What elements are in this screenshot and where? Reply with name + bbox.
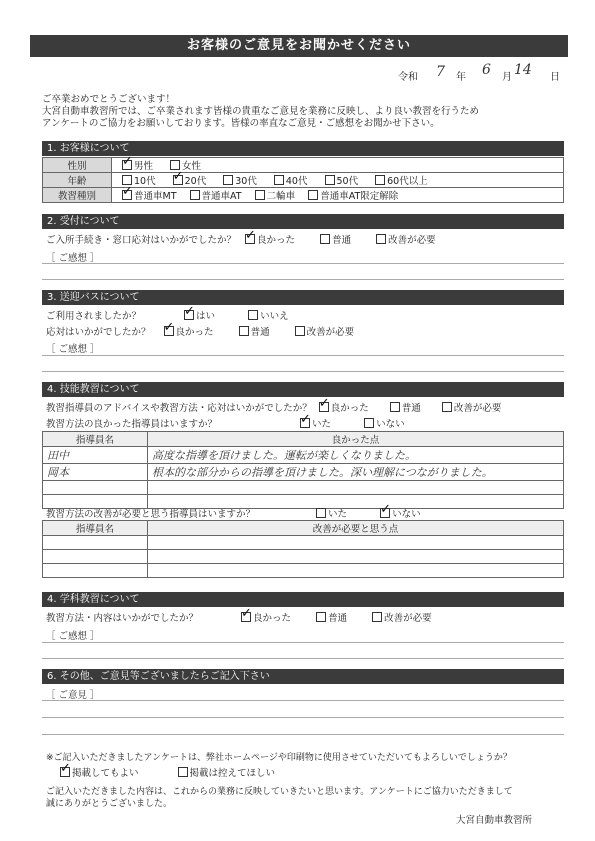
empty-cell[interactable]	[43, 481, 148, 495]
date-month-label: 月	[502, 72, 512, 83]
instructor-comment[interactable]: 高度な指導を頂けました。運転が楽しくなりました。	[148, 447, 564, 464]
organization-name: 大宮自動車教習所	[456, 815, 533, 826]
option-label: いた	[312, 419, 332, 430]
closing-line: 誠にありがとうございました。	[46, 799, 173, 809]
option-label: 二輪車	[266, 191, 296, 202]
closing-line: ご記入いただきました内容は、これからの業務に反映していきたいと思います。アンケートにご協力いただきまして	[46, 787, 513, 797]
question-text: 教習方法の改善が必要と思う指導員はいますか？	[46, 509, 256, 520]
comment-line[interactable]	[42, 717, 564, 718]
option-label: 10代	[134, 176, 156, 187]
date-day[interactable]: 14	[514, 62, 532, 78]
question-text: 教習方法・内容はいかがでしたか？	[46, 613, 199, 624]
checkbox-driving-good[interactable]	[319, 402, 329, 412]
checkbox-motorcycle[interactable]	[255, 190, 265, 200]
checkbox-shuttle-yes[interactable]	[184, 310, 194, 320]
question-text: ご入所手続き・窓口応対はいかがでしたか？	[46, 235, 237, 246]
checkbox-academic-improve[interactable]	[372, 612, 382, 622]
question-text: 教習指導員のアドバイスや教習方法・応対はいかがでしたか？	[46, 403, 312, 414]
shuttle-use-question	[46, 308, 566, 322]
instructor-name[interactable]: 岡本	[43, 464, 148, 481]
intro-line: 大宮自動車教習所では、ご卒業されます皆様の貴重なご意見を業務に反映し、より良い教習を行うため	[42, 106, 480, 117]
empty-cell[interactable]	[148, 481, 564, 495]
option-label: 掲載してもよい	[72, 768, 139, 779]
comment-line[interactable]	[42, 371, 564, 372]
section-header-reception: 2. 受付について	[42, 214, 564, 229]
column-header: 指導員名	[43, 432, 148, 447]
comment-line[interactable]	[42, 658, 564, 659]
date-era: 令和	[398, 72, 418, 83]
checkbox-age-60[interactable]	[375, 175, 385, 185]
option-label: 普通	[332, 235, 352, 246]
checkbox-reception-normal[interactable]	[320, 234, 330, 244]
option-label: いない	[392, 509, 421, 520]
academic-comment-label: ［ ご感想 ］	[46, 631, 100, 642]
reception-question	[46, 232, 566, 246]
question-text: 教習方法の良かった指導員はいますか？	[46, 419, 218, 430]
date-year[interactable]: 7	[436, 64, 445, 80]
option-label: 良かった	[175, 327, 214, 338]
course-type-options	[112, 188, 564, 203]
date-day-label: 日	[550, 72, 560, 83]
checkbox-publish-ok[interactable]	[60, 767, 70, 777]
checkbox-shuttle-no[interactable]	[248, 310, 258, 320]
intro-line: アンケートのご協力をお願いしております。皆様の率直なご意見・ご感想をお聞かせ下さい。	[42, 118, 440, 129]
comment-line[interactable]	[42, 734, 564, 735]
option-label: 女性	[182, 161, 202, 172]
option-label: 普通車MT	[134, 191, 177, 202]
question-text: ご利用されましたか？	[46, 311, 142, 322]
option-label: 40代	[285, 176, 308, 187]
checkbox-shuttle-improve[interactable]	[295, 326, 305, 336]
intro-text	[42, 94, 572, 130]
gender-label: 性別	[43, 158, 112, 173]
date-year-label: 年	[456, 72, 466, 83]
checkbox-reception-improve[interactable]	[376, 234, 386, 244]
checkbox-age-50[interactable]	[325, 175, 335, 185]
other-comment-label: ［ ご意見 ］	[46, 690, 100, 701]
checkbox-age-30[interactable]	[223, 175, 233, 185]
instructor-name[interactable]: 田中	[43, 447, 148, 464]
checkbox-at[interactable]	[190, 190, 200, 200]
checkbox-shuttle-good[interactable]	[164, 326, 174, 336]
checkbox-good-instructor-yes[interactable]	[300, 418, 310, 428]
checkbox-good-instructor-no[interactable]	[364, 418, 374, 428]
empty-cell[interactable]	[148, 536, 564, 550]
option-label: いいえ	[260, 311, 289, 322]
course-type-label: 教習種別	[43, 188, 112, 203]
option-label: 20代	[184, 176, 207, 187]
improve-instructor-table	[42, 520, 564, 578]
academic-question	[46, 610, 566, 624]
section-header-driving: 4. 技能教習について	[42, 382, 564, 397]
section-header-shuttle: 3. 送迎バスについて	[42, 290, 564, 305]
empty-cell[interactable]	[43, 536, 148, 550]
checkbox-shuttle-normal[interactable]	[239, 326, 249, 336]
page-title: お客様のご意見をお聞かせください	[30, 35, 568, 57]
option-label: 30代	[235, 176, 257, 187]
instructor-comment[interactable]: 根本的な部分からの指導を頂けました。深い理解につながりました。	[148, 464, 564, 481]
date-line	[398, 62, 568, 84]
customer-table	[42, 157, 564, 203]
age-options	[112, 173, 564, 188]
column-header: 指導員名	[43, 521, 148, 536]
checkbox-mt[interactable]	[122, 190, 132, 200]
empty-cell[interactable]	[148, 564, 564, 578]
comment-line[interactable]	[42, 263, 564, 264]
comment-line[interactable]	[42, 642, 564, 643]
option-label: 良かった	[330, 403, 369, 414]
checkbox-academic-good[interactable]	[241, 612, 251, 622]
option-label: 普通	[250, 327, 270, 338]
checkbox-improve-instructor-yes[interactable]	[316, 508, 326, 518]
checkbox-at-release[interactable]	[308, 190, 318, 200]
option-label: 普通	[401, 403, 421, 414]
column-header: 改善が必要と思う点	[148, 521, 564, 536]
option-label: 50代	[336, 176, 359, 187]
option-label: 普通	[328, 613, 348, 624]
date-month[interactable]: 6	[482, 62, 491, 78]
intro-line: ご卒業おめでとうございます！	[42, 94, 176, 105]
publish-options	[60, 765, 460, 779]
option-label: 60代以上	[387, 176, 428, 187]
checkbox-driving-normal[interactable]	[390, 402, 400, 412]
option-label: はい	[196, 311, 216, 322]
section-header-customer: 1. お客様について	[42, 141, 564, 156]
reception-comment-label: ［ ご感想 ］	[46, 253, 100, 264]
option-label: 普通車AT	[201, 191, 242, 202]
improve-instructor-question	[46, 506, 566, 520]
empty-cell[interactable]	[43, 564, 148, 578]
publish-note: ※ご記入いただきましたアンケートは、弊社ホームページや印刷物に使用させていただいてもよろしいでしょうか？	[46, 753, 512, 763]
comment-line[interactable]	[42, 279, 564, 280]
checkbox-improve-instructor-no[interactable]	[380, 508, 390, 518]
age-label: 年齢	[43, 173, 112, 188]
checkbox-age-20[interactable]	[173, 175, 183, 185]
option-label: 改善が必要	[384, 613, 432, 624]
comment-line[interactable]	[42, 355, 564, 356]
checkbox-reception-good[interactable]	[245, 234, 255, 244]
column-header: 良かった点	[148, 432, 564, 447]
option-label: 改善が必要	[453, 403, 502, 414]
checkbox-driving-improve[interactable]	[442, 402, 452, 412]
checkbox-academic-normal[interactable]	[316, 612, 326, 622]
good-instructor-question	[46, 416, 566, 430]
checkbox-publish-no[interactable]	[178, 767, 188, 777]
option-label: いない	[376, 419, 405, 430]
checkbox-male[interactable]	[122, 160, 132, 170]
empty-cell[interactable]	[148, 550, 564, 564]
closing-text	[46, 786, 571, 810]
option-label: いた	[328, 509, 348, 520]
shuttle-service-question	[46, 324, 566, 338]
good-instructor-table	[42, 431, 564, 509]
comment-line[interactable]	[42, 700, 564, 701]
option-label: 男性	[134, 161, 154, 172]
section-header-other: 6. その他、ご意見等ございましたらご記入下さい	[42, 669, 564, 684]
checkbox-age-40[interactable]	[274, 175, 284, 185]
option-label: 良かった	[253, 613, 292, 624]
option-label: 掲載は控えてほしい	[189, 768, 276, 779]
section-header-academic: 4. 学科教習について	[42, 592, 564, 607]
option-label: 普通車AT限定解除	[320, 191, 399, 202]
option-label: 改善が必要	[306, 327, 355, 338]
shuttle-comment-label: ［ ご感想 ］	[46, 344, 100, 355]
question-text: 応対はいかがでしたか？	[46, 327, 151, 338]
option-label: 良かった	[257, 235, 296, 246]
empty-cell[interactable]	[43, 550, 148, 564]
option-label: 改善が必要	[388, 235, 436, 246]
